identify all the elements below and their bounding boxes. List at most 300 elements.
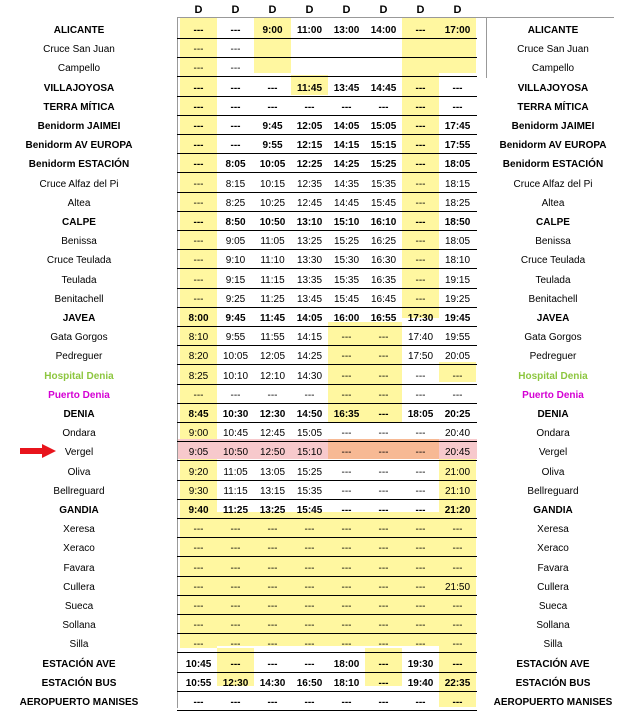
row-rule — [177, 134, 477, 135]
time-cell: --- — [341, 370, 352, 382]
time-cell: --- — [341, 466, 352, 478]
time-cell: 12:15 — [296, 140, 323, 152]
time-cell: --- — [378, 428, 389, 440]
time-cell: --- — [304, 562, 315, 574]
time-cell: --- — [452, 370, 463, 382]
time-cell: 11:15 — [223, 485, 248, 497]
row-rule — [177, 480, 477, 481]
time-cell: 18:05 — [407, 409, 434, 420]
time-cell: --- — [415, 505, 426, 516]
time-cell: 19:40 — [407, 677, 434, 689]
stop-name-left: AEROPUERTO MANISES — [19, 697, 139, 708]
stop-name-right: CALPE — [536, 217, 570, 228]
time-cell: --- — [304, 101, 315, 113]
time-cell: --- — [304, 389, 315, 401]
time-cell: --- — [415, 697, 426, 708]
time-cell: 17:50 — [407, 351, 434, 363]
time-cell: 9:05 — [188, 447, 209, 459]
row-rule — [177, 230, 477, 231]
stop-name-right: Altea — [541, 197, 565, 209]
time-cell: 9:10 — [225, 255, 246, 267]
time-cell: --- — [378, 505, 389, 516]
time-cell: --- — [193, 620, 204, 632]
table-row — [0, 655, 634, 674]
time-cell: 15:15 — [370, 140, 397, 152]
time-cell: --- — [193, 697, 204, 708]
row-rule — [177, 384, 477, 385]
stop-name-right: Oliva — [541, 466, 565, 478]
time-cell: 9:05 — [225, 236, 246, 248]
time-cell: --- — [341, 485, 352, 497]
time-cell: --- — [452, 601, 463, 612]
time-cell: 18:00 — [333, 658, 360, 670]
row-rule — [177, 576, 477, 577]
column-header: D — [305, 4, 314, 16]
row-rule — [177, 192, 477, 193]
time-cell: --- — [193, 581, 204, 593]
time-cell: --- — [415, 562, 426, 574]
time-cell: --- — [304, 601, 315, 612]
time-cell: --- — [452, 82, 463, 94]
stop-name-right: TERRA MÍTICA — [517, 101, 589, 113]
time-cell: --- — [193, 562, 204, 574]
stop-name-right: Benidorm AV EUROPA — [499, 140, 607, 152]
time-cell: 11:05 — [260, 236, 285, 248]
time-cell: 16:55 — [370, 313, 397, 324]
table-row — [0, 386, 634, 405]
stop-name-left: Xeresa — [63, 524, 95, 536]
table-row — [0, 578, 634, 597]
time-cell: --- — [341, 447, 352, 459]
stop-name-right: Cullera — [537, 581, 569, 593]
time-cell: --- — [415, 639, 426, 651]
time-cell: 15:25 — [296, 466, 323, 478]
time-cell: --- — [452, 639, 463, 651]
stop-name-left: Cullera — [63, 581, 95, 593]
time-cell: 9:45 — [262, 121, 283, 132]
stop-name-left: Cruce Teulada — [46, 255, 112, 267]
stop-name-right: Favara — [537, 562, 569, 574]
stop-name-left: ESTACIÓN AVE — [42, 658, 116, 670]
stop-name-left: Benidorm ESTACIÓN — [28, 159, 130, 171]
time-cell: --- — [341, 543, 352, 555]
stop-name-left: Ondara — [62, 428, 96, 440]
table-row — [0, 559, 634, 578]
time-cell: 15:35 — [296, 485, 323, 497]
time-cell: --- — [341, 505, 352, 516]
top-rule — [177, 17, 614, 18]
stop-name-left: ESTACIÓN BUS — [41, 677, 117, 689]
time-cell: --- — [230, 101, 241, 113]
time-cell: --- — [304, 581, 315, 593]
stop-name-left: Pedreguer — [55, 351, 103, 363]
time-cell: 20:40 — [444, 428, 471, 440]
time-cell: --- — [193, 159, 204, 171]
row-rule — [177, 326, 477, 327]
time-cell: --- — [415, 197, 426, 209]
stop-name-right: Benidorm JAIMEI — [511, 121, 595, 132]
time-cell: 9:40 — [188, 505, 209, 516]
table-row — [0, 213, 634, 232]
stop-name-left: Benidorm JAIMEI — [37, 121, 121, 132]
time-cell: 18:15 — [444, 178, 471, 190]
column-header: D — [194, 4, 203, 16]
time-cell: --- — [304, 697, 315, 708]
time-cell: --- — [304, 543, 315, 555]
time-cell: --- — [341, 389, 352, 401]
table-row — [0, 117, 634, 136]
time-cell: 17:55 — [444, 140, 471, 152]
row-rule — [177, 288, 477, 289]
time-cell: --- — [193, 178, 204, 190]
time-cell: --- — [452, 524, 463, 536]
table-row — [0, 635, 634, 654]
stop-name-left: CALPE — [62, 217, 96, 228]
time-cell: --- — [341, 697, 352, 708]
time-cell: 18:10 — [444, 255, 471, 267]
time-cell: --- — [230, 697, 241, 708]
time-cell: --- — [267, 658, 278, 670]
row-rule — [177, 38, 477, 39]
stop-name-right: Puerto Denia — [522, 389, 584, 401]
time-cell: --- — [378, 543, 389, 555]
time-cell: --- — [452, 697, 463, 708]
time-cell: 19:45 — [444, 313, 471, 324]
time-cell: --- — [415, 370, 426, 382]
time-cell: 13:05 — [259, 466, 286, 478]
time-cell: 13:35 — [296, 274, 323, 286]
time-cell: --- — [267, 82, 278, 94]
time-cell: --- — [230, 121, 241, 132]
table-row — [0, 232, 634, 251]
time-cell: 15:25 — [333, 236, 360, 248]
time-cell: --- — [230, 562, 241, 574]
time-cell: --- — [193, 389, 204, 401]
stop-name-right: Bellreguard — [527, 485, 579, 497]
time-cell: 13:25 — [296, 236, 323, 248]
time-cell: --- — [267, 389, 278, 401]
time-cell: --- — [415, 140, 426, 152]
table-row — [0, 155, 634, 174]
time-cell: 12:45 — [259, 428, 286, 440]
time-cell: --- — [267, 697, 278, 708]
time-cell: 15:05 — [296, 428, 323, 440]
time-cell: --- — [378, 639, 389, 651]
row-rule — [177, 633, 477, 634]
time-cell: --- — [415, 293, 426, 305]
time-cell: --- — [230, 639, 241, 651]
stop-name-right: GANDIA — [533, 505, 573, 516]
table-row — [0, 136, 634, 155]
row-rule — [177, 115, 477, 116]
time-cell: 16:30 — [370, 255, 397, 267]
time-cell: 17:45 — [444, 121, 471, 132]
stop-name-right: Sollana — [536, 620, 570, 632]
time-cell: 11:05 — [223, 466, 248, 478]
time-cell: 9:30 — [188, 485, 209, 497]
time-cell: --- — [378, 447, 389, 459]
time-cell: --- — [193, 101, 204, 113]
time-cell: --- — [230, 389, 241, 401]
row-rule — [177, 422, 477, 423]
time-cell: --- — [304, 658, 315, 670]
stop-name-right: Silla — [543, 639, 563, 651]
time-cell: 13:30 — [296, 255, 323, 267]
time-cell: 14:45 — [370, 82, 397, 94]
stop-name-left: DENIA — [63, 409, 95, 420]
time-cell: --- — [230, 581, 241, 593]
stop-name-left: Bellreguard — [53, 485, 105, 497]
table-row — [0, 40, 634, 59]
time-cell: 21:50 — [444, 581, 471, 593]
table-row — [0, 463, 634, 482]
row-rule — [177, 249, 477, 250]
row-rule — [177, 403, 477, 404]
stop-name-right: Pedreguer — [529, 351, 577, 363]
time-cell: 15:05 — [370, 121, 397, 132]
stop-name-left: Puerto Denia — [48, 389, 110, 401]
time-cell: 13:00 — [333, 25, 360, 36]
time-cell: 16:35 — [370, 274, 397, 286]
time-cell: 17:00 — [444, 25, 471, 36]
stop-name-left: Xeraco — [63, 543, 95, 555]
time-cell: 11:00 — [296, 25, 323, 36]
time-cell: 16:35 — [333, 409, 360, 420]
row-rule — [177, 76, 477, 77]
table-row — [0, 405, 634, 424]
time-cell: 12:30 — [259, 409, 286, 420]
stop-name-right: Gata Gorgos — [524, 332, 582, 344]
time-cell: 17:40 — [407, 332, 434, 344]
table-row — [0, 194, 634, 213]
time-cell: --- — [341, 428, 352, 440]
time-cell: 10:15 — [259, 178, 286, 190]
time-cell: --- — [341, 101, 352, 113]
time-cell: 22:35 — [444, 677, 471, 689]
time-cell: 9:25 — [225, 293, 246, 305]
table-row — [0, 482, 634, 501]
time-cell: 12:45 — [296, 197, 323, 209]
row-rule — [177, 441, 477, 442]
time-cell: --- — [267, 639, 278, 651]
time-cell: --- — [378, 389, 389, 401]
time-cell: 9:45 — [225, 313, 246, 324]
time-cell: 19:55 — [444, 332, 471, 344]
stop-name-right: AEROPUERTO MANISES — [493, 697, 613, 708]
time-cell: 18:10 — [333, 677, 360, 689]
time-cell: --- — [193, 44, 204, 56]
time-cell: 18:05 — [444, 236, 471, 248]
time-cell: --- — [193, 601, 204, 612]
time-cell: --- — [378, 677, 389, 689]
time-cell: 21:10 — [444, 485, 471, 497]
time-cell: --- — [267, 562, 278, 574]
time-cell: --- — [230, 140, 241, 152]
stop-name-right: Benidorm ESTACIÓN — [502, 159, 604, 171]
stop-name-right: Vergel — [538, 447, 568, 459]
row-rule — [177, 595, 477, 596]
row-rule — [177, 499, 477, 500]
time-cell: 21:20 — [444, 505, 471, 516]
stop-name-left: Gata Gorgos — [50, 332, 108, 344]
time-cell: 8:10 — [188, 332, 209, 344]
table-row — [0, 98, 634, 117]
table-row — [0, 501, 634, 520]
time-cell: --- — [378, 101, 389, 113]
time-cell: 11:45 — [296, 82, 323, 94]
row-rule — [177, 153, 477, 154]
time-cell: --- — [378, 601, 389, 612]
time-cell: --- — [193, 197, 204, 209]
stop-name-left: Favara — [63, 562, 95, 574]
row-rule — [177, 364, 477, 365]
time-cell: 12:30 — [222, 677, 249, 689]
time-cell: 14:45 — [333, 197, 360, 209]
time-cell: --- — [230, 620, 241, 632]
time-cell: 16:10 — [370, 217, 397, 228]
time-cell: --- — [378, 485, 389, 497]
time-cell: --- — [415, 485, 426, 497]
time-cell: 15:10 — [333, 217, 360, 228]
time-cell: 12:50 — [259, 447, 286, 459]
stop-name-right: Cruce San Juan — [517, 44, 589, 56]
time-cell: --- — [193, 524, 204, 536]
time-cell: --- — [267, 524, 278, 536]
time-cell: --- — [452, 562, 463, 574]
stop-name-left: GANDIA — [59, 505, 99, 516]
row-rule — [177, 211, 477, 212]
time-cell: 8:00 — [188, 313, 209, 324]
stop-name-left: Altea — [67, 197, 91, 209]
time-cell: --- — [193, 543, 204, 555]
stop-name-right: Teulada — [535, 274, 571, 286]
time-cell: 16:45 — [370, 293, 397, 305]
time-cell: --- — [415, 274, 426, 286]
time-cell: 8:25 — [188, 370, 209, 382]
time-cell: --- — [415, 447, 426, 459]
column-header: D — [342, 4, 351, 16]
stop-name-left: Teulada — [61, 274, 97, 286]
stop-name-left: Sollana — [62, 620, 96, 632]
time-cell: 14:25 — [296, 351, 323, 363]
table-row — [0, 674, 634, 693]
stop-name-right: Sueca — [538, 601, 568, 612]
time-cell: 16:50 — [296, 677, 323, 689]
time-cell: --- — [267, 101, 278, 113]
stop-name-right: Cruce Alfaz del Pi — [513, 178, 593, 190]
time-cell: --- — [267, 620, 278, 632]
table-row — [0, 290, 634, 309]
time-cell: --- — [341, 351, 352, 363]
time-cell: 16:25 — [370, 236, 397, 248]
time-cell: 13:15 — [259, 485, 286, 497]
time-cell: 11:10 — [260, 255, 285, 267]
time-cell: 12:05 — [296, 121, 323, 132]
time-cell: --- — [415, 82, 426, 94]
row-rule — [177, 556, 477, 557]
time-cell: 15:25 — [370, 159, 397, 171]
time-cell: --- — [230, 44, 241, 56]
stop-name-right: JAVEA — [536, 313, 570, 324]
table-row — [0, 520, 634, 539]
time-cell: --- — [230, 658, 241, 670]
row-rule — [177, 172, 477, 173]
time-cell: --- — [304, 639, 315, 651]
time-cell: 18:05 — [444, 159, 471, 171]
time-cell: 8:20 — [188, 351, 209, 363]
time-cell: --- — [193, 293, 204, 305]
stop-name-left: Hospital Denia — [44, 370, 114, 382]
stop-name-left: TERRA MÍTICA — [43, 101, 115, 113]
time-cell: 11:45 — [259, 313, 286, 324]
stop-name-right: VILLAJOYOSA — [517, 82, 589, 94]
time-cell: 13:10 — [296, 217, 323, 228]
row-rule — [177, 345, 477, 346]
time-cell: 14:30 — [259, 677, 286, 689]
time-cell: 12:10 — [259, 370, 286, 382]
time-cell: --- — [378, 658, 389, 670]
table-row — [0, 271, 634, 290]
time-cell: 20:25 — [444, 409, 471, 420]
table-row — [0, 693, 634, 712]
column-header: D — [268, 4, 277, 16]
time-cell: --- — [267, 581, 278, 593]
time-cell: 11:25 — [260, 293, 285, 305]
time-cell: --- — [452, 101, 463, 113]
time-cell: 15:10 — [296, 447, 323, 459]
stop-name-left: Vergel — [64, 447, 94, 459]
time-cell: --- — [230, 25, 241, 36]
time-cell: 10:50 — [222, 447, 249, 459]
time-cell: --- — [193, 121, 204, 132]
time-cell: --- — [415, 466, 426, 478]
time-cell: --- — [230, 524, 241, 536]
time-cell: 17:30 — [407, 313, 434, 324]
time-cell: 12:35 — [296, 178, 323, 190]
stop-name-right: Xeresa — [537, 524, 569, 536]
time-cell: --- — [452, 543, 463, 555]
time-cell: --- — [378, 562, 389, 574]
time-cell: 14:05 — [296, 313, 323, 324]
time-cell: 16:00 — [333, 313, 360, 324]
time-cell: 10:25 — [259, 197, 286, 209]
stop-name-left: Campello — [57, 63, 101, 75]
row-rule — [177, 614, 477, 615]
time-cell: 10:55 — [185, 677, 212, 689]
time-cell: --- — [193, 25, 204, 36]
time-cell: --- — [304, 524, 315, 536]
row-rule — [177, 57, 477, 58]
time-cell: --- — [415, 601, 426, 612]
stop-name-right: DENIA — [537, 409, 569, 420]
time-cell: --- — [193, 140, 204, 152]
time-cell: 8:15 — [225, 178, 246, 190]
time-cell: 12:05 — [259, 351, 286, 363]
time-cell: --- — [230, 601, 241, 612]
time-cell: 11:15 — [260, 274, 285, 286]
column-header: D — [416, 4, 425, 16]
time-cell: 19:15 — [444, 274, 471, 286]
stop-name-right: Cruce Teulada — [520, 255, 586, 267]
time-cell: --- — [341, 562, 352, 574]
time-cell: --- — [452, 620, 463, 632]
stop-name-right: ESTACIÓN BUS — [515, 677, 591, 689]
row-rule — [177, 710, 477, 711]
time-cell: 8:25 — [225, 197, 246, 209]
stop-name-left: Silla — [69, 639, 89, 651]
column-header: D — [231, 4, 240, 16]
stop-name-right: Benitachell — [528, 293, 578, 305]
